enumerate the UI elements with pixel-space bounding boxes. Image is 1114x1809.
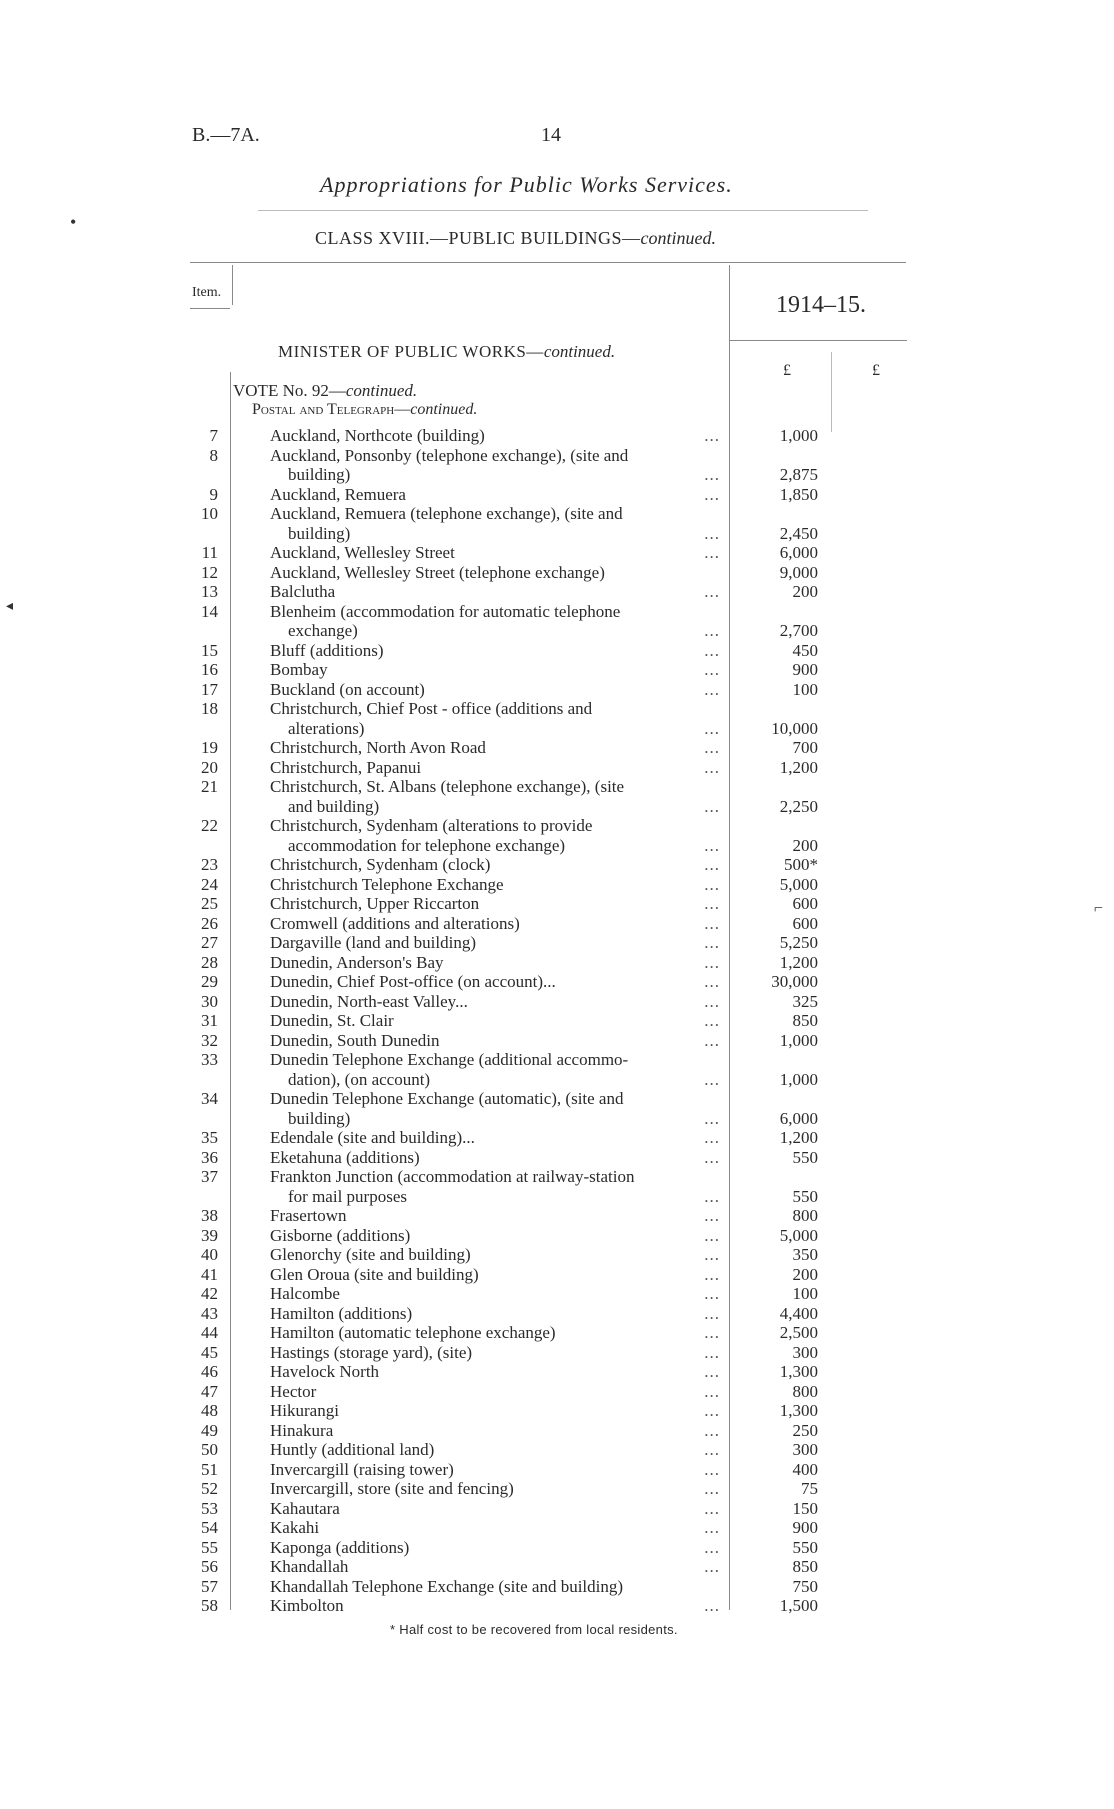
item-description — [270, 1089, 720, 1128]
item-amount: 5,000 — [779, 874, 818, 894]
item-description — [270, 680, 720, 700]
item-amount: 1,000 — [779, 1069, 818, 1089]
item-column-header: Item. — [192, 285, 222, 300]
item-description — [270, 1557, 720, 1577]
title-rule — [258, 210, 868, 211]
item-amount: 6,000 — [779, 1108, 818, 1128]
table-top-rule — [190, 262, 906, 263]
item-column-divider — [232, 265, 233, 305]
description-line: building) ... — [270, 1109, 720, 1129]
item-number: 44 — [201, 1323, 218, 1342]
item-description — [270, 1479, 720, 1499]
item-number: 25 — [201, 894, 218, 913]
year-header-rule — [729, 340, 907, 341]
item-description — [270, 485, 720, 505]
item-description — [270, 1596, 720, 1616]
item-number: 26 — [201, 913, 218, 933]
item-amount: 2,875 — [779, 465, 818, 484]
ministry-heading-main: MINISTER OF PUBLIC WORKS— — [278, 342, 544, 361]
item-amount: 5,000 — [779, 1225, 818, 1245]
item-description — [270, 602, 720, 641]
item-description — [270, 1245, 720, 1265]
description-line: Bluff (additions) ... — [270, 641, 720, 661]
scan-mark: ◂ — [6, 599, 14, 614]
item-description — [270, 1031, 720, 1051]
year-column-divider — [729, 265, 730, 1610]
description-line: Dunedin, Chief Post-office (on account)... ... — [270, 972, 720, 992]
item-description — [270, 1499, 720, 1519]
item-number: 57 — [201, 1576, 218, 1596]
description-line: Auckland, Remuera (telephone exchange), (site and — [270, 504, 623, 523]
item-number: 17 — [201, 679, 218, 699]
description-line: Eketahuna (additions) ... — [270, 1148, 720, 1168]
item-description — [270, 933, 720, 953]
item-number: 15 — [201, 640, 218, 660]
item-amount: 30,000 — [771, 972, 818, 991]
item-amount: 400 — [792, 1459, 818, 1479]
description-line: Christchurch, North Avon Road ... — [270, 738, 720, 758]
item-description — [270, 914, 720, 934]
item-number: 51 — [201, 1459, 218, 1479]
description-line: Gisborne (additions) ... — [270, 1226, 720, 1246]
item-number: 42 — [201, 1284, 218, 1303]
vote-heading-continued: continued. — [345, 381, 418, 400]
item-amount: 1,500 — [779, 1596, 818, 1615]
item-amount: 750 — [792, 1576, 818, 1596]
description-line: Glenorchy (site and building) ... — [270, 1245, 720, 1265]
description-line: Christchurch, Chief Post - office (additions and — [270, 699, 593, 718]
description-line: Kakahi ... — [270, 1518, 720, 1538]
item-number: 53 — [201, 1498, 218, 1518]
description-line: exchange) ... — [270, 621, 720, 641]
description-line: Glen Oroua (site and building) ... — [270, 1265, 720, 1285]
item-amount: 600 — [792, 894, 818, 913]
item-number: 33 — [201, 1050, 218, 1069]
item-number: 20 — [201, 757, 218, 777]
item-amount: 300 — [792, 1342, 818, 1362]
item-number: 28 — [201, 952, 218, 972]
item-amount: 1,000 — [779, 1030, 818, 1050]
amount-column-divider — [831, 352, 832, 432]
item-description — [270, 816, 720, 855]
description-line: Bombay ... — [270, 660, 720, 680]
item-description — [270, 563, 720, 583]
item-amount: 1,000 — [779, 426, 818, 445]
description-line: Hector ... — [270, 1382, 720, 1402]
description-line: Auckland, Northcote (building) ... — [270, 426, 720, 446]
description-line: Havelock North ... — [270, 1362, 720, 1382]
item-description — [270, 1284, 720, 1304]
item-number: 43 — [201, 1303, 218, 1323]
description-line: Dargaville (land and building) ... — [270, 933, 720, 953]
item-amount: 350 — [792, 1245, 818, 1264]
item-number: 29 — [201, 972, 218, 991]
item-number: 16 — [201, 660, 218, 679]
item-description — [270, 1128, 720, 1148]
description-line: Christchurch, Sydenham (clock) ... — [270, 855, 720, 875]
item-amount: 800 — [792, 1206, 818, 1225]
item-amount: 75 — [801, 1479, 818, 1498]
item-number: 22 — [201, 816, 218, 835]
item-description — [270, 953, 720, 973]
item-number: 52 — [201, 1479, 218, 1498]
item-amount: 850 — [792, 1011, 818, 1030]
item-description — [270, 1401, 720, 1421]
item-description — [270, 1011, 720, 1031]
description-line: Invercargill (raising tower) ... — [270, 1460, 720, 1480]
item-number: 37 — [201, 1167, 218, 1186]
item-amount: 900 — [792, 660, 818, 679]
item-amount: 550 — [792, 1147, 818, 1167]
item-number: 41 — [201, 1264, 218, 1284]
item-number: 10 — [201, 504, 218, 523]
item-description — [270, 1167, 720, 1206]
item-amount: 700 — [792, 738, 818, 757]
scan-mark: ⌐ — [1094, 900, 1104, 917]
item-description — [270, 641, 720, 661]
item-amount: 300 — [792, 1440, 818, 1459]
item-amount: 550 — [792, 1186, 818, 1206]
description-line: Hinakura ... — [270, 1421, 720, 1441]
item-header-rule — [190, 308, 230, 309]
item-description — [270, 777, 720, 816]
item-number: 23 — [201, 855, 218, 874]
item-description — [270, 1440, 720, 1460]
item-amount: 2,500 — [779, 1323, 818, 1342]
item-amount: 500* — [784, 855, 818, 874]
item-description — [270, 1577, 720, 1597]
item-number: 27 — [201, 933, 218, 952]
item-description — [270, 1343, 720, 1363]
description-line: Dunedin, South Dunedin ... — [270, 1031, 720, 1051]
item-description — [270, 1050, 720, 1089]
description-line: Dunedin, Anderson's Bay ... — [270, 953, 720, 973]
item-amount: 1,200 — [779, 1128, 818, 1147]
item-amount: 325 — [792, 991, 818, 1011]
description-line: accommodation for telephone exchange) ... — [270, 836, 720, 856]
description-line: Edendale (site and building)... ... — [270, 1128, 720, 1148]
item-description — [270, 543, 720, 563]
item-number: 54 — [201, 1518, 218, 1537]
item-number: 12 — [201, 562, 218, 582]
page-title: Appropriations for Public Works Services. — [320, 172, 733, 197]
description-line: Khandallah ... — [270, 1557, 720, 1577]
item-description — [270, 855, 720, 875]
item-number: 40 — [201, 1245, 218, 1264]
ministry-heading — [278, 342, 615, 362]
item-number: 55 — [201, 1537, 218, 1557]
item-amount: 200 — [792, 582, 818, 601]
item-description — [270, 699, 720, 738]
description-line: Kimbolton ... — [270, 1596, 720, 1616]
item-amount: 5,250 — [779, 933, 818, 952]
item-description — [270, 1265, 720, 1285]
description-line: Hikurangi ... — [270, 1401, 720, 1421]
item-amount: 1,200 — [779, 952, 818, 972]
description-line: Invercargill, store (site and fencing) ... — [270, 1479, 720, 1499]
description-line: Auckland, Wellesley Street (telephone exchange) — [270, 562, 605, 582]
description-line: dation), (on account) ... — [270, 1070, 720, 1090]
item-description — [270, 446, 720, 485]
description-line: Kahautara ... — [270, 1499, 720, 1519]
item-amount: 1,300 — [779, 1362, 818, 1381]
item-number: 14 — [201, 601, 218, 621]
description-line: Christchurch, St. Albans (telephone exchange), (site — [270, 777, 625, 796]
description-line: Christchurch Telephone Exchange ... — [270, 875, 720, 895]
item-number: 24 — [201, 874, 218, 894]
pound-sign-col1: £ — [783, 362, 791, 379]
item-amount: 6,000 — [779, 543, 818, 562]
item-number: 21 — [201, 777, 218, 796]
item-amount: 4,400 — [779, 1303, 818, 1323]
item-description — [270, 1304, 720, 1324]
item-number: 48 — [201, 1401, 218, 1420]
item-number-divider — [230, 372, 231, 1610]
class-heading-main: CLASS XVIII.—PUBLIC BUILDINGS— — [315, 228, 641, 248]
year-header: 1914–15. — [776, 292, 866, 318]
item-number: 18 — [201, 699, 218, 718]
item-amount: 850 — [792, 1557, 818, 1576]
item-amount: 2,700 — [779, 621, 818, 640]
item-amount: 800 — [792, 1381, 818, 1401]
item-description — [270, 894, 720, 914]
item-amount: 100 — [792, 679, 818, 699]
item-amount: 10,000 — [771, 718, 818, 738]
description-line: Christchurch, Papanui ... — [270, 758, 720, 778]
description-line: Dunedin, St. Clair ... — [270, 1011, 720, 1031]
description-line: Blenheim (accommodation for automatic telephone — [270, 601, 621, 621]
item-number: 13 — [201, 582, 218, 601]
description-line: Auckland, Ponsonby (telephone exchange), (site and — [270, 445, 629, 465]
item-number: 45 — [201, 1342, 218, 1362]
description-line: building) ... — [270, 524, 720, 544]
item-number: 32 — [201, 1030, 218, 1050]
item-number: 36 — [201, 1147, 218, 1167]
item-description — [270, 1362, 720, 1382]
item-description — [270, 1148, 720, 1168]
item-number: 35 — [201, 1128, 218, 1147]
item-amount: 250 — [792, 1420, 818, 1440]
item-amount: 100 — [792, 1284, 818, 1303]
description-line: Frankton Junction (accommodation at railway-station — [270, 1167, 635, 1186]
item-description — [270, 1206, 720, 1226]
description-line: Christchurch, Sydenham (alterations to provide — [270, 816, 593, 835]
item-description — [270, 1323, 720, 1343]
document-reference: B.—7A. — [192, 124, 260, 146]
item-description — [270, 1538, 720, 1558]
item-description — [270, 972, 720, 992]
description-line: Balclutha ... — [270, 582, 720, 602]
subheading-main: Postal and Telegraph— — [252, 401, 411, 418]
item-amount: 550 — [792, 1537, 818, 1557]
item-description — [270, 738, 720, 758]
description-line: Khandallah Telephone Exchange (site and building) — [270, 1576, 624, 1596]
item-description — [270, 1460, 720, 1480]
description-line: alterations) ... — [270, 719, 720, 739]
description-line: Hastings (storage yard), (site) ... — [270, 1343, 720, 1363]
item-number: 56 — [201, 1557, 218, 1576]
item-number: 11 — [201, 543, 218, 562]
item-amount: 450 — [792, 640, 818, 660]
description-line: Auckland, Remuera ... — [270, 485, 720, 505]
item-amount: 600 — [792, 913, 818, 933]
item-number: 47 — [201, 1381, 218, 1401]
description-line: Hamilton (automatic telephone exchange) ... — [270, 1323, 720, 1343]
item-description — [270, 426, 720, 446]
description-line: Huntly (additional land) ... — [270, 1440, 720, 1460]
item-amount: 150 — [792, 1498, 818, 1518]
description-line: Christchurch, Upper Riccarton ... — [270, 894, 720, 914]
pound-sign-col2: £ — [872, 362, 880, 379]
item-amount: 1,850 — [779, 484, 818, 504]
item-number: 9 — [209, 484, 218, 504]
vote-heading — [233, 381, 417, 401]
item-number: 30 — [201, 991, 218, 1011]
item-number: 39 — [201, 1225, 218, 1245]
description-line: Frasertown ... — [270, 1206, 720, 1226]
description-line: and building) ... — [270, 797, 720, 817]
description-line: Halcombe ... — [270, 1284, 720, 1304]
item-amount: 2,250 — [779, 796, 818, 816]
description-line: Dunedin Telephone Exchange (automatic), (site and — [270, 1089, 624, 1108]
item-amount: 2,450 — [779, 523, 818, 543]
description-line: Buckland (on account) ... — [270, 680, 720, 700]
item-description — [270, 1518, 720, 1538]
item-description — [270, 758, 720, 778]
description-line: Cromwell (additions and alterations) ... — [270, 914, 720, 934]
footnote: * Half cost to be recovered from local residents. — [390, 1622, 678, 1637]
item-amount: 1,200 — [779, 757, 818, 777]
description-line: for mail purposes ... — [270, 1187, 720, 1207]
description-line: Hamilton (additions) ... — [270, 1304, 720, 1324]
item-number: 34 — [201, 1089, 218, 1108]
item-description — [270, 875, 720, 895]
item-number: 8 — [209, 445, 218, 465]
item-number: 50 — [201, 1440, 218, 1459]
item-amount: 900 — [792, 1518, 818, 1537]
description-line: Dunedin, North-east Valley... ... — [270, 992, 720, 1012]
item-description — [270, 992, 720, 1012]
vote-heading-main: VOTE No. 92— — [233, 381, 346, 400]
item-description — [270, 1382, 720, 1402]
item-amount: 200 — [792, 1264, 818, 1284]
ministry-heading-continued: continued. — [543, 342, 616, 361]
scan-mark: • — [70, 212, 77, 232]
item-description — [270, 1421, 720, 1441]
item-number: 38 — [201, 1206, 218, 1225]
item-number: 31 — [201, 1011, 218, 1030]
page-number: 14 — [541, 124, 561, 146]
subheading-continued: continued. — [410, 401, 478, 418]
class-heading — [315, 228, 716, 249]
description-line: Auckland, Wellesley Street ... — [270, 543, 720, 563]
item-description — [270, 1226, 720, 1246]
description-line: Kaponga (additions) ... — [270, 1538, 720, 1558]
item-number: 49 — [201, 1420, 218, 1440]
item-number: 46 — [201, 1362, 218, 1381]
item-number: 7 — [209, 426, 218, 445]
item-description — [270, 582, 720, 602]
item-amount: 200 — [792, 835, 818, 855]
item-description — [270, 504, 720, 543]
class-heading-continued: continued. — [640, 228, 716, 248]
item-amount: 9,000 — [779, 562, 818, 582]
item-number: 58 — [201, 1596, 218, 1615]
description-line: building) ... — [270, 465, 720, 485]
description-line: Dunedin Telephone Exchange (additional accommo- — [270, 1050, 629, 1069]
item-amount: 1,300 — [779, 1401, 818, 1420]
item-description — [270, 660, 720, 680]
item-number: 19 — [201, 738, 218, 757]
subheading — [252, 401, 477, 419]
